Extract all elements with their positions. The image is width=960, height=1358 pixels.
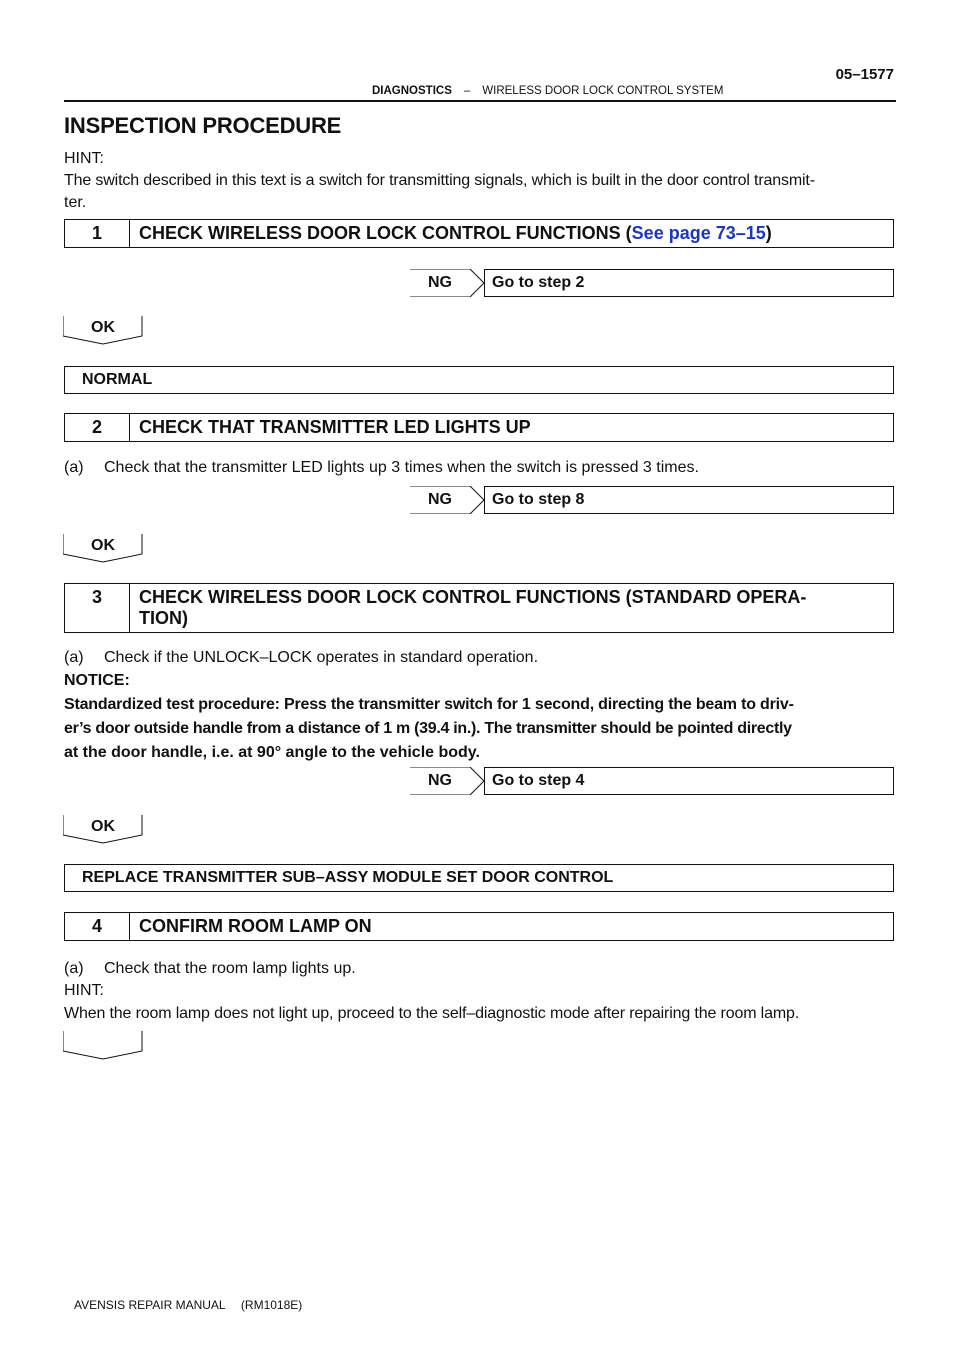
step-4-box [64, 912, 894, 941]
step-1-goto[interactable]: Go to step 2 [484, 269, 894, 297]
hint-label: HINT: [64, 150, 104, 167]
step-3-box [64, 583, 894, 633]
step-3-title-line-2: TION) [139, 608, 188, 628]
step-1-label-end: ) [765, 223, 772, 243]
hint-line-2: ter. [64, 194, 87, 211]
notice-line-3: at the door handle, i.e. at 90° angle to the vehicle body. [64, 744, 480, 761]
step-2-item-a: (a) Check that the transmitter LED lights up 3 times when the switch is pressed 3 times. [64, 459, 699, 476]
header-separator: – [463, 85, 471, 97]
step-3-title [139, 587, 883, 629]
step-4-number: 4 [65, 913, 130, 940]
step-2-box [64, 413, 894, 442]
step-2-ng-branch [410, 486, 894, 514]
running-header [372, 85, 723, 97]
hint-line-1: The switch described in this text is a switch for transmitting signals, which is built in the door control transmit- [64, 172, 815, 189]
step-1-page-link[interactable]: See page 73–15 [631, 223, 766, 243]
step-1-label: CHECK WIRELESS DOOR LOCK CONTROL FUNCTIONS ( [139, 223, 632, 243]
step-3-ok-tab [63, 815, 143, 845]
step-1-ng-branch [410, 269, 894, 297]
step-2-number: 2 [65, 414, 130, 441]
page-title: INSPECTION PROCEDURE [64, 113, 342, 138]
notice-label: NOTICE: [64, 672, 130, 689]
step-2-ng-label: NG [428, 491, 452, 508]
step-3-goto[interactable]: Go to step 4 [484, 767, 894, 795]
step-3-ok-label: OK [91, 818, 115, 835]
step-4-next-tab [63, 1031, 143, 1061]
step-4-hint-text: When the room lamp does not light up, proceed to the self–diagnostic mode after repairing the room lamp. [64, 1005, 800, 1022]
notice-line-1: Standardized test procedure: Press the transmitter switch for 1 second, directing the beam to driv- [64, 696, 794, 713]
header-subsection: WIRELESS DOOR LOCK CONTROL SYSTEM [482, 85, 724, 97]
replace-result: REPLACE TRANSMITTER SUB–ASSY MODULE SET DOOR CONTROL [64, 864, 894, 892]
step-1-number: 1 [65, 220, 130, 247]
step-2-ok-tab [63, 534, 143, 564]
header-rule [64, 100, 896, 102]
step-1-ok-tab [63, 316, 143, 346]
step-4-title: CONFIRM ROOM LAMP ON [139, 916, 372, 936]
step-4-item-a: (a) Check that the room lamp lights up. [64, 960, 356, 977]
step-1-ng-label: NG [428, 274, 452, 291]
page-number: 05–1577 [835, 66, 894, 83]
step-1-title [139, 223, 883, 244]
step-3-ng-branch [410, 767, 894, 795]
step-3-ng-label: NG [428, 772, 452, 789]
normal-result: NORMAL [64, 366, 894, 394]
step-2-ok-label: OK [91, 537, 115, 554]
notice-line-2: er’s door outside handle from a distance of 1 m (39.4 in.). The transmitter should be pointed directly [64, 720, 792, 737]
step-3-item-a: (a) Check if the UNLOCK–LOCK operates in standard operation. [64, 649, 539, 666]
step-1-ok-label: OK [91, 319, 115, 336]
step-3-title-line-1: CHECK WIRELESS DOOR LOCK CONTROL FUNCTIONS (STANDARD OPERA- [139, 587, 807, 607]
step-3-number: 3 [65, 584, 130, 632]
step-2-goto[interactable]: Go to step 8 [484, 486, 894, 514]
step-1-box [64, 219, 894, 248]
step-2-title: CHECK THAT TRANSMITTER LED LIGHTS UP [139, 417, 531, 437]
manual-footer: AVENSIS REPAIR MANUAL (RM1018E) [74, 1298, 303, 1312]
step-4-hint-label: HINT: [64, 982, 104, 999]
header-section: DIAGNOSTICS [372, 85, 452, 97]
down-arrow-icon [63, 1031, 143, 1061]
